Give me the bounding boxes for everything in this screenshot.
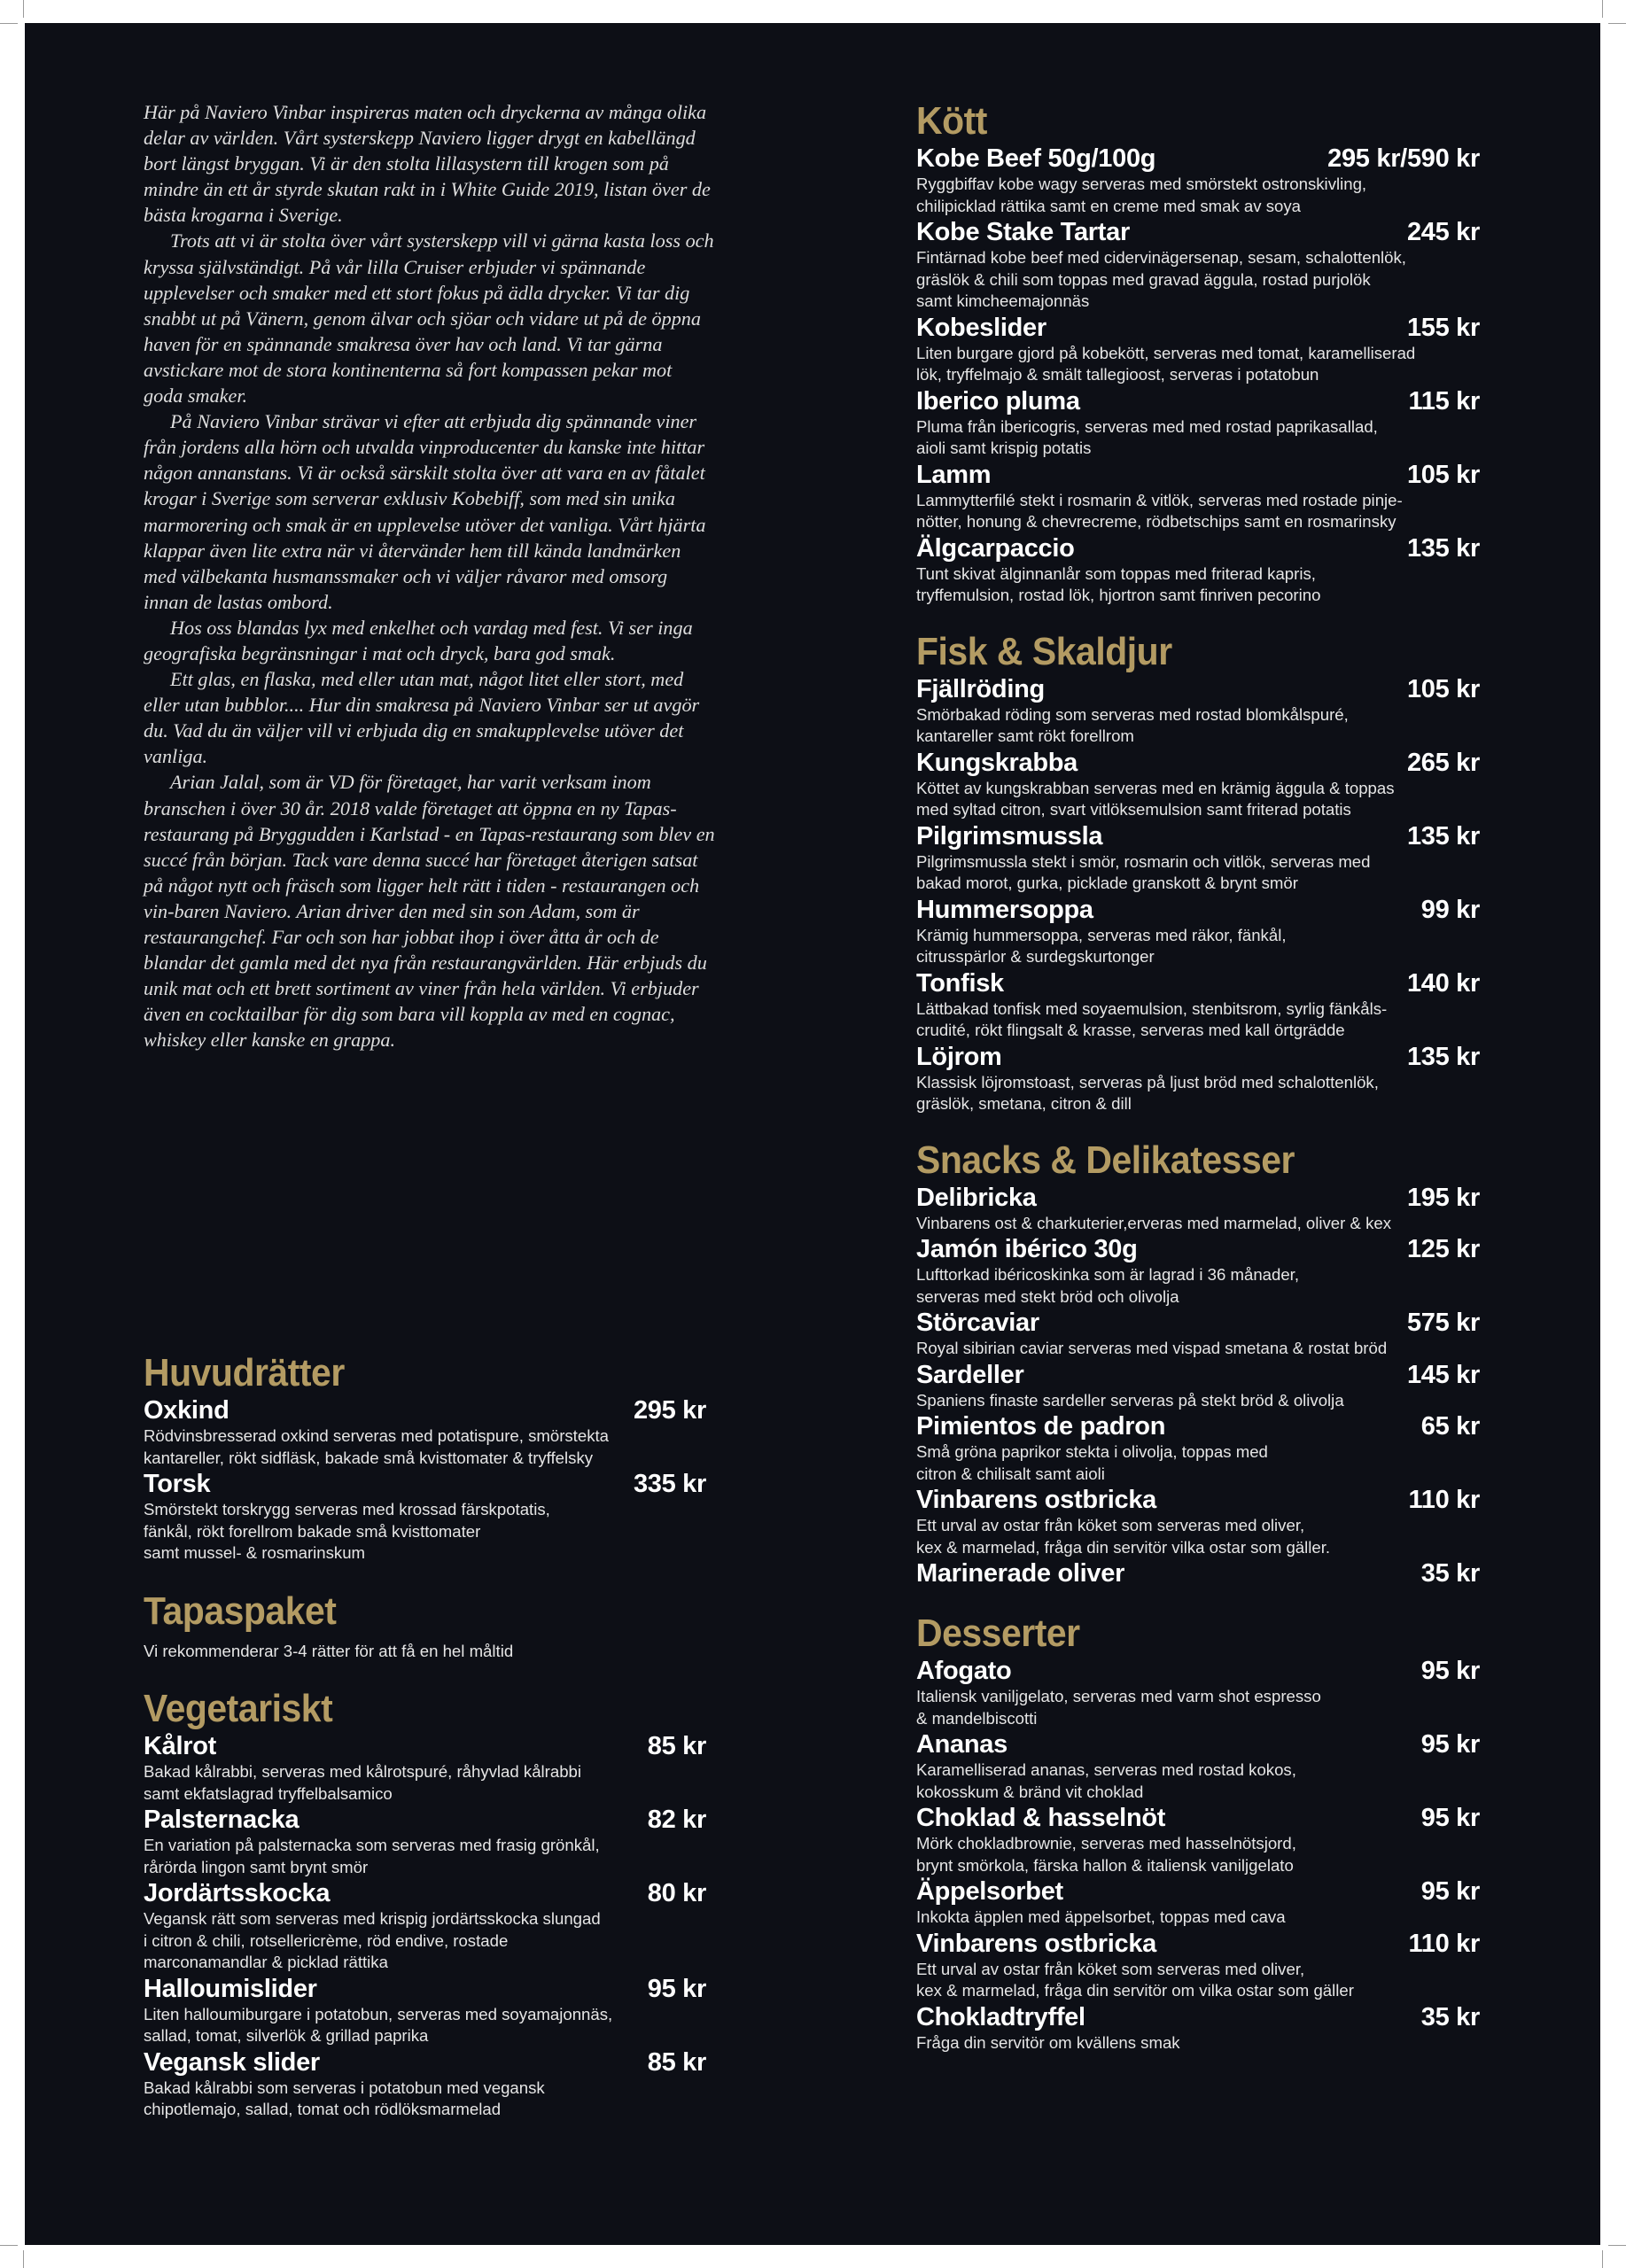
menu-item-name: Pilgrimsmussla (916, 821, 1103, 850)
intro-paragraph: Ett glas, en flaska, med eller utan mat, något litet eller stort, med eller utan bubblor.... Hur din smakresa på Naviero Vinbar ser ut avgör du. Vad du än väljer vill vi erbjuda dig en smakupplevelse utöver det vanliga. (144, 668, 700, 768)
menu-item-name: Löjrom (916, 1042, 1002, 1071)
menu-item-header (916, 674, 1480, 704)
menu-item-description: Mörk chokladbrownie, serveras med hasselnötsjord, brynt smörkola, färska hallon & italiensk vaniljgelato (916, 1834, 1296, 1875)
menu-item-name: Hummersoppa (916, 895, 1093, 924)
menu-item-name: Halloumislider (144, 1974, 317, 2003)
menu-item-header (916, 1558, 1480, 1588)
menu-item-description: Vegansk rätt som serveras med krispig jordärtsskocka slungad i citron & chili, rotsellericrème, röd endive, rostade marconamandlar & picklad rättika (144, 1909, 601, 1971)
menu-item-price: 335 kr (633, 1470, 706, 1498)
menu-item-header (916, 460, 1480, 490)
menu-item-header (916, 533, 1480, 563)
menu-item-description: Ryggbiffav kobe wagy serveras med smörstekt ostronskivling, chilipicklad rättika samt en creme med smak av soya (916, 175, 1367, 215)
intro-text (144, 99, 715, 1052)
menu-item-price: 125 kr (1406, 1235, 1480, 1263)
menu-item-name: Oxkind (144, 1396, 230, 1425)
menu-item (916, 1308, 1480, 1360)
menu-item-name: Delibricka (916, 1183, 1037, 1212)
menu-item-description: Köttet av kungskrabban serveras med en krämig äggula & toppas med syltad citron, svart vitlöksemulsion samt friterad potatis (916, 778, 1395, 819)
intro-paragraph: Trots att vi är stolta över vårt systerskepp vill vi gärna kasta loss och kryssa självständigt. På vår lilla Cruiser erbjuder vi spännande upplevelser och smaker med ett stort fokus på ädla drycker. Vi tar dig snabbt ut på Vänern, genom älvar och sjöar och vidare ut på de öppna haven för en spännande smakresa över hav och land. Vi tar gärna avstickare mot de stora kontinenterna så fort kompassen pekar mot goda smaker. (144, 229, 714, 408)
menu-item-price: 80 kr (647, 1879, 706, 1907)
menu-item-price: 110 kr (1408, 1929, 1480, 1958)
menu-item (144, 1395, 706, 1469)
menu-item-price: 105 kr (1406, 674, 1480, 703)
menu-item-description: Smörbakad röding som serveras med rostad blomkålspuré, kantareller samt rökt forellrom (916, 704, 1349, 745)
menu-item-price: 295 kr/590 kr (1327, 144, 1480, 173)
menu-item-price: 140 kr (1406, 968, 1480, 998)
menu-item-name: Vinbarens ostbricka (916, 1486, 1156, 1514)
menu-item (916, 895, 1480, 968)
menu-item-header (144, 1878, 706, 1908)
menu-item-name: Tonfisk (916, 968, 1004, 998)
section-vegetariskt (144, 1687, 706, 2121)
menu-item-description: Vinbarens ost & charkuterier,erveras med marmelad, oliver & kex (916, 1213, 1392, 1232)
menu-item (916, 1360, 1480, 1412)
menu-item-description: Spaniens finaste sardeller serveras på stekt bröd & olivolja (916, 1390, 1344, 1410)
intro-paragraph: På Naviero Vinbar strävar vi efter att erbjuda dig spännande viner från jordens alla hörn och utvalda vinproducenter du kanske inte hittar någon annanstans. Vi är också särskilt stolta över att vara en av fåtalet krogar i Sverige som serverar exklusiv Kobebiff, som med sin unika marmorering och smak är en upplevelse utöver det vanliga. Vårt hjärta klappar även lite extra när vi återvänder hem till kända landmärken med välbekanta husmanssmaker och vi väljer råvaror med omsorg innan de lastas ombord. (144, 410, 706, 613)
menu-item-name: Vinbarens ostbricka (916, 1929, 1156, 1958)
menu-item-name: Iberico pluma (916, 386, 1080, 416)
menu-item-price: 65 kr (1420, 1412, 1480, 1441)
intro-paragraph: Här på Naviero Vinbar inspireras maten och dryckerna av många olika delar av världen. Vårt systerskepp Naviero ligger drygt en kabellängd bort längst bryggan. Vi är den stolta lillasystern till krogen som på mindre än ett år styrde skutan rakt in i White Guide 2019, listan över de bästa krogarna i Sverige. (144, 101, 711, 227)
menu-item-header (916, 1485, 1480, 1515)
intro-paragraph: Hos oss blandas lyx med enkelhet och vardag med fest. Vi ser inga geografiska begränsningar i mat och dryck, bara god smak. (144, 616, 693, 664)
menu-item-price: 95 kr (647, 1974, 706, 2003)
menu-item-price: 85 kr (647, 1732, 706, 1760)
menu-item-name: Kobe Stake Tartar (916, 218, 1130, 246)
menu-item (144, 1731, 706, 1805)
menu-item-description: Bakad kålrabbi, serveras med kålrotspuré, råhyvlad kålrabbi samt ekfatslagrad tryffelbalsamico (144, 1762, 582, 1803)
menu-item (916, 674, 1480, 748)
menu-item-header (916, 1183, 1480, 1213)
menu-item-header (916, 1656, 1480, 1686)
menu-item (916, 144, 1480, 217)
menu-item-header (916, 144, 1480, 174)
menu-item (916, 1042, 1480, 1115)
menu-item-price: 110 kr (1408, 1486, 1480, 1514)
menu-item-price: 155 kr (1406, 313, 1480, 342)
menu-item-name: Chokladtryffel (916, 2002, 1085, 2031)
menu-item-header (144, 1805, 706, 1835)
menu-item (144, 2047, 706, 2121)
menu-item-description: Pilgrimsmussla stekt i smör, rosmarin och vitlök, serveras med bakad morot, gurka, picklade granskott & brynt smör (916, 851, 1371, 892)
menu-item-description: Lammytterfilé stekt i rosmarin & vitlök, serveras med rostade pinje- nötter, honung & chevrecreme, rödbetschips samt en rosmarinsky (916, 490, 1403, 531)
menu-item-price: 35 kr (1420, 2002, 1480, 2031)
menu-item (916, 821, 1480, 895)
menu-item-name: Afogato (916, 1657, 1012, 1685)
menu-item (144, 1469, 706, 1565)
menu-item-header (916, 821, 1480, 851)
menu-item-header (916, 313, 1480, 343)
menu-item-description: Fråga din servitör om kvällens smak (916, 2032, 1180, 2052)
menu-item-name: Jamón ibérico 30g (916, 1235, 1138, 1263)
menu-item (916, 748, 1480, 821)
section-title: Desserter (916, 1612, 1080, 1655)
menu-item (144, 1805, 706, 1878)
menu-item-description: Liten halloumiburgare i potatobun, serveras med soyamajonnäs, sallad, tomat, silverlök & grillad paprika (144, 2004, 613, 2045)
menu-item-description: Inkokta äpplen med äppelsorbet, toppas med cava (916, 1907, 1286, 1926)
menu-item-description: Liten burgare gjord på kobekött, serveras med tomat, karamelliserad lök, tryffelmajo & smält tallegioost, serveras i potatobun (916, 343, 1416, 384)
menu-item-name: Störcaviar (916, 1309, 1039, 1337)
menu-item-price: 105 kr (1406, 460, 1480, 489)
menu-item-price: 82 kr (647, 1806, 706, 1834)
menu-item-description: Ett urval av ostar från köket som serveras med oliver, kex & marmelad, fråga din servitör vilka ostar som gäller. (916, 1516, 1331, 1557)
menu-item (916, 1183, 1480, 1235)
section-tapaspaket (144, 1589, 706, 1663)
menu-item-header (916, 1042, 1480, 1072)
menu-item (916, 1729, 1480, 1803)
menu-item-price: 135 kr (1406, 533, 1480, 563)
section-desserter (916, 1612, 1480, 2054)
menu-item (144, 1878, 706, 1974)
menu-item-description: Klassisk löjromstoast, serveras på ljust bröd med schalottenlök, gräslök, smetana, citron & dill (916, 1072, 1379, 1113)
section-title: Huvudrätter (144, 1351, 345, 1394)
menu-item (916, 1558, 1480, 1588)
menu-item-header (144, 1731, 706, 1761)
menu-item-price: 95 kr (1420, 1657, 1480, 1685)
intro-paragraph: Arian Jalal, som är VD för företaget, har varit verksam inom branschen i över 30 år. 2018 valde företaget att öppna en ny Tapas-restaurang på Bryggudden i Karlstad - en Tapas-restaurang som blev en succé från början. Tack vare denna succé har företaget återigen satsat på något nytt och fräsch som ligger helt rätt i tiden - restaurangen och vin-baren Naviero. Arian driver den med sin son Adam, som är restaurangchef. Far och son har jobbat ihop i över åtta år och de blandar det gamla med det nya från restaurangvärlden. Här erbjuds du unik mat och ett brett sortiment av viner från hela världen. Vi erbjuder även en cocktailbar för dig som bara vill koppla av med en cognac, whiskey eller kanske en grappa. (144, 771, 715, 1052)
menu-item-description: Tunt skivat älginnanlår som toppas med friterad kapris, tryffemulsion, rostad lök, hjortron samt finriven pecorino (916, 563, 1321, 604)
menu-item-header (916, 1308, 1480, 1338)
menu-item (144, 1974, 706, 2047)
menu-item-description: Lättbakad tonfisk med soyaemulsion, stenbitsrom, syrlig fänkåls- crudité, rökt flingsalt & krasse, serveras med kall örtgrädde (916, 998, 1388, 1039)
menu-item-price: 85 kr (647, 2047, 706, 2077)
menu-item-name: Marinerade oliver (916, 1559, 1125, 1588)
menu-item-name: Jordärtsskocka (144, 1879, 331, 1907)
section-title: Snacks & Delikatesser (916, 1138, 1295, 1182)
menu-item-header (916, 748, 1480, 778)
menu-item-description: Bakad kålrabbi som serveras i potatobun med vegansk chipotlemajo, sallad, tomat och rödlöksmarmelad (144, 2078, 545, 2118)
menu-item-header (916, 1803, 1480, 1833)
menu-item-header (916, 968, 1480, 998)
menu-item-header (916, 1876, 1480, 1907)
menu-item-price: 135 kr (1406, 821, 1480, 850)
menu-item-name: Älgcarpaccio (916, 533, 1075, 563)
menu-item-header (144, 1469, 706, 1499)
menu-item-price: 265 kr (1406, 748, 1480, 777)
menu-item-price: 115 kr (1408, 386, 1480, 416)
menu-item-header (144, 1395, 706, 1425)
menu-item-price: 95 kr (1420, 1877, 1480, 1906)
section-title: Fisk & Skaldjur (916, 629, 1172, 673)
menu-item-price: 135 kr (1406, 1042, 1480, 1071)
menu-item-description: En variation på palsternacka som serveras med frasig grönkål, rårörda lingon samt brynt smör (144, 1836, 600, 1876)
menu-item (916, 217, 1480, 313)
section-snacks (916, 1138, 1480, 1589)
menu-item-price: 575 kr (1406, 1309, 1480, 1337)
menu-item-name: Ananas (916, 1730, 1007, 1759)
menu-item-name: Sardeller (916, 1360, 1024, 1389)
menu-item-name: Pimientos de padron (916, 1412, 1166, 1441)
right-menu (916, 99, 1480, 2054)
left-menu (144, 1351, 706, 2121)
section-kott (916, 99, 1480, 607)
menu-item (916, 313, 1480, 386)
menu-item (916, 968, 1480, 1042)
menu-item-price: 99 kr (1420, 895, 1480, 924)
menu-item-header (916, 1360, 1480, 1390)
menu-item-header (916, 386, 1480, 416)
menu-item-header (916, 1929, 1480, 1959)
menu-item-description: Rödvinsbresserad oxkind serveras med potatispure, smörstekta kantareller, rökt sidfläsk, bakade små kvisttomater & tryffelsky (144, 1426, 609, 1467)
menu-item-header (916, 1729, 1480, 1759)
menu-item (916, 386, 1480, 460)
menu-item-header (916, 895, 1480, 925)
menu-item-name: Fjällröding (916, 674, 1045, 703)
menu-item (916, 533, 1480, 607)
menu-item (916, 1929, 1480, 2002)
menu-item-name: Lamm (916, 460, 992, 489)
menu-item-description: Krämig hummersoppa, serveras med räkor, fänkål, citrusspärlor & surdegskurtonger (916, 925, 1287, 966)
section-fisk (916, 630, 1480, 1115)
menu-item (916, 1876, 1480, 1929)
menu-item-price: 35 kr (1420, 1559, 1480, 1588)
menu-item-price: 195 kr (1406, 1183, 1480, 1212)
menu-item-header (916, 217, 1480, 247)
menu-item-name: Äppelsorbet (916, 1877, 1063, 1906)
menu-item-price: 245 kr (1406, 218, 1480, 246)
menu-item-description: Ett urval av ostar från köket som serveras med oliver, kex & marmelad, fråga din servitör om vilka ostar som gäller (916, 1959, 1354, 2000)
menu-item-description: Karamelliserad ananas, serveras med rostad kokos, kokosskum & bränd vit choklad (916, 1760, 1296, 1801)
menu-item-name: Choklad & hasselnöt (916, 1804, 1166, 1832)
section-huvudratter (144, 1351, 706, 1565)
menu-item-name: Vegansk slider (144, 2047, 320, 2077)
menu-item-name: Kungskrabba (916, 748, 1078, 777)
section-title: Vegetariskt (144, 1687, 333, 1730)
menu-item-description: Fintärnad kobe beef med cidervinägersenap, sesam, schalottenlök, gräslök & chili som toppas med gravad äggula, rostad purjolök samt kimcheemajonnäs (916, 248, 1406, 310)
menu-item (916, 1803, 1480, 1876)
menu-item (916, 1411, 1480, 1485)
menu-item (916, 1656, 1480, 1729)
menu-item-price: 145 kr (1406, 1360, 1480, 1389)
menu-item-description: Små gröna paprikor stekta i olivolja, toppas med citron & chilisalt samt aioli (916, 1442, 1268, 1483)
menu-item-header (916, 1234, 1480, 1264)
menu-item-name: Torsk (144, 1470, 211, 1498)
menu-item-description: Pluma från ibericogris, serveras med med rostad paprikasallad, aioli samt krispig potatis (916, 416, 1378, 457)
menu-item-price: 295 kr (633, 1396, 706, 1425)
menu-item-header (916, 2002, 1480, 2032)
menu-item-name: Kobeslider (916, 313, 1046, 342)
menu-item-name: Kobe Beef 50g/100g (916, 144, 1156, 173)
menu-item-description: Lufttorkad ibéricoskinka som är lagrad i 36 månader, serveras med stekt bröd och olivolja (916, 1265, 1300, 1306)
menu-item-price: 95 kr (1420, 1804, 1480, 1832)
menu-item-description: Royal sibirian caviar serveras med vispad smetana & rostat bröd (916, 1339, 1388, 1357)
menu-item-header (916, 1411, 1480, 1441)
section-title: Tapaspaket (144, 1588, 337, 1633)
menu-item-header (144, 2047, 706, 2078)
section-title: Kött (916, 99, 987, 143)
menu-item (916, 2002, 1480, 2054)
tapaspaket-text: Vi rekommenderar 3-4 rätter för att få en hel måltid (144, 1641, 514, 1660)
menu-item-name: Palsternacka (144, 1806, 300, 1834)
menu-item-description: Smörstekt torskrygg serveras med krossad färskpotatis, fänkål, rökt forellrom bakade små kvisttomater samt mussel- & rosmarinskum (144, 1500, 550, 1562)
menu-item-price: 95 kr (1420, 1730, 1480, 1759)
menu-item (916, 1485, 1480, 1558)
menu-item (916, 460, 1480, 533)
menu-item (916, 1234, 1480, 1308)
menu-item-name: Kålrot (144, 1732, 216, 1760)
menu-item-description: Italiensk vaniljgelato, serveras med varm shot espresso & mandelbiscotti (916, 1687, 1321, 1728)
menu-item-header (144, 1974, 706, 2004)
